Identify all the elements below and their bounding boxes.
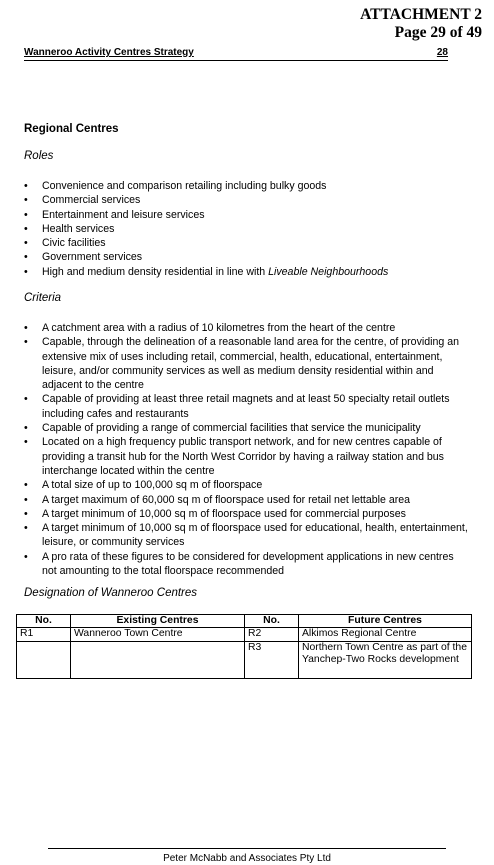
list-item: • Capable of providing a range of commercial facilities that service the municipality — [24, 421, 470, 435]
list-item: • A total size of up to 100,000 sq m of floorspace — [24, 478, 470, 492]
criteria-heading: Criteria — [24, 292, 62, 304]
table-cell: R2 — [245, 628, 299, 641]
column-header: Existing Centres — [71, 615, 245, 628]
policy-reference: Liveable Neighbourhoods — [268, 265, 389, 278]
list-item: • Located on a high frequency public transport network, and for new centres capable of providing a transit hub for the North West Corridor by having a railway station and bus interchange located within the centre — [24, 435, 470, 478]
table-cell: Northern Town Centre as part of the Yanchep-Two Rocks development — [299, 641, 472, 678]
page-number: 28 — [436, 47, 448, 58]
designation-heading: Designation of Wanneroo Centres — [24, 587, 198, 599]
footer-text: Peter McNabb and Associates Pty Ltd — [163, 853, 331, 864]
roles-heading: Roles — [24, 150, 54, 162]
list-item: • Capable of providing at least three retail magnets and at least 50 specialty retail outlets including cafes and restaurants — [24, 392, 470, 421]
document-title: Wanneroo Activity Centres Strategy — [24, 47, 194, 58]
table-row — [17, 641, 472, 678]
list-item: • Commercial services — [24, 193, 470, 207]
criteria-list — [24, 321, 470, 578]
column-header: Future Centres — [299, 615, 472, 628]
designation-table — [16, 614, 472, 679]
list-item-text: High and medium density residential in line with — [42, 265, 269, 278]
attachment-stamp — [360, 6, 482, 42]
list-item: • A target minimum of 10,000 sq m of floorspace used for commercial purposes — [24, 507, 470, 521]
list-item: • A pro rata of these figures to be considered for development applications in new centres not amounting to the total floorspace recommended — [24, 550, 470, 579]
table-header-row — [17, 615, 472, 628]
column-header: No. — [245, 615, 299, 628]
table-cell: Wanneroo Town Centre — [71, 628, 245, 641]
list-item: • Health services — [24, 222, 470, 236]
list-item: • Entertainment and leisure services — [24, 208, 470, 222]
list-item: • Government services — [24, 250, 470, 264]
section-title: Regional Centres — [24, 123, 119, 135]
running-header — [24, 47, 448, 61]
roles-list — [24, 179, 470, 279]
list-item: • A target maximum of 60,000 sq m of floorspace used for retail net lettable area — [24, 493, 470, 507]
table-cell: R3 — [245, 641, 299, 678]
table-cell — [71, 641, 245, 678]
attachment-page: Page 29 of 49 — [394, 24, 482, 41]
table-cell: Alkimos Regional Centre — [299, 628, 472, 641]
list-item: • Civic facilities — [24, 236, 470, 250]
attachment-label: ATTACHMENT 2 — [360, 6, 482, 23]
list-item: • A catchment area with a radius of 10 kilometres from the heart of the centre — [24, 321, 470, 335]
column-header: No. — [17, 615, 71, 628]
list-item — [24, 265, 470, 279]
table-cell: R1 — [17, 628, 71, 641]
list-item: • Capable, through the delineation of a reasonable land area for the centre, of providing an extensive mix of uses including retail, commercial, health, educational, entertainment, leisure, and/or community services as well as medium density residential within and adjacent to the centre — [24, 335, 470, 392]
list-item: • A target minimum of 10,000 sq m of floorspace used for educational, health, entertainment, leisure, or community services — [24, 521, 470, 550]
table-cell — [17, 641, 71, 678]
list-item: • Convenience and comparison retailing including bulky goods — [24, 179, 470, 193]
table-row — [17, 628, 472, 641]
footer-divider — [48, 848, 446, 849]
